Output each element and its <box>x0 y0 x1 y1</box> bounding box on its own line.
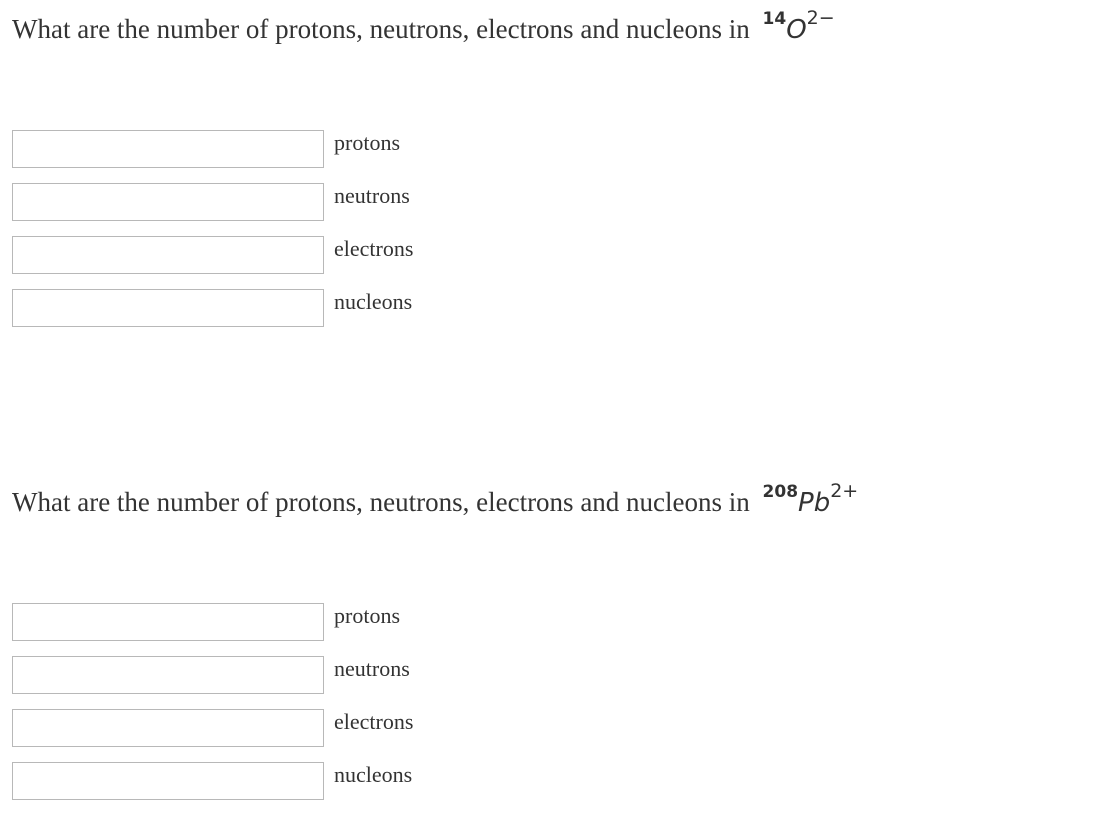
question-1 <box>12 0 1092 314</box>
question-2-protons-label: protons <box>334 602 400 628</box>
question-1-nucleons-input[interactable] <box>12 289 324 327</box>
question-1-protons-input[interactable] <box>12 130 324 168</box>
question-1-text: What are the number of protons, neutrons, electrons and nucleons in <box>12 14 750 44</box>
question-2-neutrons-label: neutrons <box>334 655 410 681</box>
question-1-nucleons-row <box>12 281 413 334</box>
question-1-neutrons-label: neutrons <box>334 182 410 208</box>
question-2-text: What are the number of protons, neutrons, electrons and nucleons in <box>12 487 750 517</box>
question-1-protons-label: protons <box>334 129 400 155</box>
question-1-neutrons-input[interactable] <box>12 183 324 221</box>
question-1-nucleons-label: nucleons <box>334 288 413 314</box>
question-2 <box>12 473 1092 787</box>
question-2-nucleons-input[interactable] <box>12 762 324 800</box>
question-2-ion-charge: 2+ <box>830 480 859 502</box>
question-2-neutrons-row <box>12 648 413 701</box>
question-1-electrons-input[interactable] <box>12 236 324 274</box>
question-2-nucleons-label: nucleons <box>334 761 413 787</box>
question-1-mass-number: 14 <box>762 9 787 29</box>
question-2-prompt <box>12 473 1092 545</box>
question-2-protons-input[interactable] <box>12 603 324 641</box>
question-1-element-symbol: O <box>786 15 807 45</box>
question-2-fields <box>12 595 413 807</box>
question-2-electrons-input[interactable] <box>12 709 324 747</box>
question-1-electrons-label: electrons <box>334 235 414 261</box>
question-2-element-symbol: Pb <box>798 488 831 518</box>
question-2-protons-row <box>12 595 413 648</box>
question-1-fields <box>12 122 413 334</box>
question-1-protons-row <box>12 122 413 175</box>
question-2-neutrons-input[interactable] <box>12 656 324 694</box>
question-1-isotope <box>757 7 835 45</box>
question-2-electrons-label: electrons <box>334 708 414 734</box>
question-1-ion-charge: 2− <box>806 7 835 29</box>
question-2-electrons-row <box>12 701 413 754</box>
question-1-neutrons-row <box>12 175 413 228</box>
question-1-prompt <box>12 0 1092 72</box>
question-2-isotope <box>757 480 859 518</box>
question-2-mass-number: 208 <box>762 482 799 502</box>
question-1-electrons-row <box>12 228 413 281</box>
question-2-nucleons-row <box>12 754 413 807</box>
